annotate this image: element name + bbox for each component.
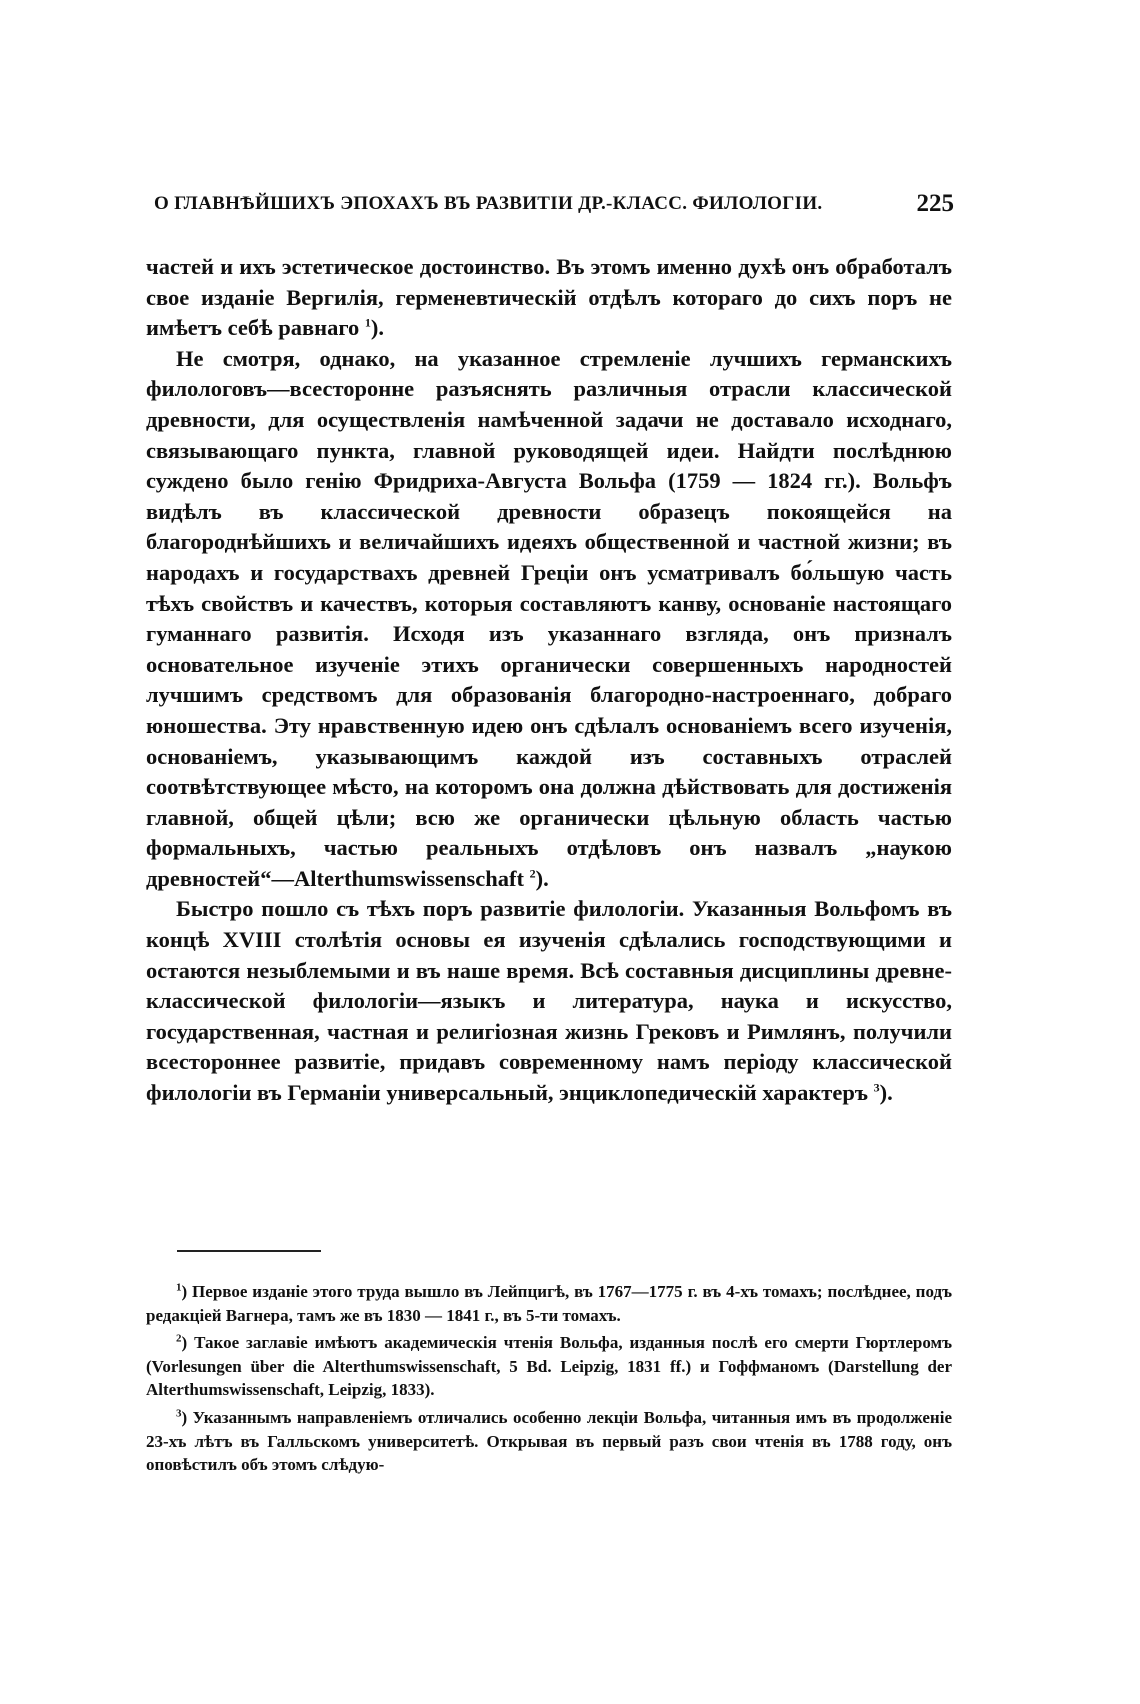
footnote-text: ) Указаннымъ направленіемъ отличались особенно лекціи Вольфа, читанныя имъ въ продолженіе 23-хъ лѣтъ въ Галльскомъ университетѣ. Открывая въ первый разъ свои чтенія въ 1788 году, онъ оповѣстилъ объ этомъ слѣдую- xyxy=(146,1407,952,1475)
main-text xyxy=(146,252,952,1109)
paragraph-text: Не смотря, однако, на указанное стремленіе лучшихъ германскихъ филологовъ—всесторонне разъяснять различныя отрасли классической древности, для осуществленія намѣченной задачи не доставало исходнаго, связывающаго пункта, главной руководящей идеи. Найдти послѣднюю суждено было генію Фридриха-Августа Вольфа (1759 — 1824 гг.). Вольфъ видѣлъ въ классической древности образецъ покоящейся на благороднѣйшихъ и величайшихъ идеяхъ общественной и частной жизни; въ народахъ и государствахъ древней Греціи онъ усматривалъ бо́льшую часть тѣхъ свойствъ и качествъ, которыя составляютъ канву, основаніе настоящаго гуманнаго развитія. Исходя изъ указаннаго взгляда, онъ призналъ основательное изученіе этихъ органически совершенныхъ народностей лучшимъ средствомъ для образованія благородно-настроеннаго, добраго юношества. Эту нравственную идею онъ сдѣлалъ основаніемъ всего изученія, основаніемъ, указывающимъ каждой изъ составныхъ отраслей соотвѣтствующее мѣсто, на которомъ она должна дѣйствовать для достиженія главной, общей цѣли; всю же органически цѣльную область частью формальныхъ, частью реальныхъ отдѣловъ онъ назвалъ „наукою древностей“—Alterthumswissenschaft xyxy=(146,345,952,891)
running-title: О ГЛАВНѢЙШИХЪ ЭПОХАХЪ ВЪ РАЗВИТІИ ДР.-КЛАСС. ФИЛОЛОГІИ. xyxy=(154,193,823,214)
footnote-text: ) Такое заглавіе имѣютъ академическія чтенія Вольфа, изданныя послѣ его смерти Гюртлеромъ (Vorlesungen über die Alterthumswissenschaft, 5 Bd. Leipzig, 1831 ff.) и Гоффманомъ (Darstellung der Alterthumswissenschaft, Leipzig, 1833). xyxy=(146,1333,952,1400)
paragraph-tail: ). xyxy=(879,1080,893,1106)
footnote-2 xyxy=(146,1331,952,1402)
footnote-ref: 3 xyxy=(873,1080,880,1095)
paragraph-2 xyxy=(146,344,952,895)
paragraph-3 xyxy=(146,894,952,1108)
page-number: 225 xyxy=(916,190,954,217)
footnote-3 xyxy=(146,1406,952,1477)
footnote-ref: 2 xyxy=(529,866,536,881)
page-header xyxy=(154,190,954,227)
footnote-mark: 1 xyxy=(176,1281,182,1294)
footnote-divider xyxy=(177,1250,321,1252)
footnote-1 xyxy=(146,1280,952,1327)
footnote-mark: 2 xyxy=(176,1332,182,1345)
paragraph-tail: ). xyxy=(370,315,384,341)
paragraph-1 xyxy=(146,252,952,344)
footnote-ref: 1 xyxy=(364,315,371,330)
paragraph-text: Быстро пошло съ тѣхъ поръ развитіе филологіи. Указанныя Вольфомъ въ концѣ XVIII столѣтія основы ея изученія сдѣлались господствующими и остаются незыблемыми и въ наше время. Всѣ составныя дисциплины древне-классической филологіи—языкъ и литература, наука и искусство, государственная, частная и религіозная жизнь Грековъ и Римлянъ, получили всестороннее развитіе, придавъ современному намъ періоду классической филологіи въ Германіи универсальный, энциклопедическій характеръ xyxy=(146,896,952,1106)
paragraph-text: частей и ихъ эстетическое достоинство. Въ этомъ именно духѣ онъ обработалъ свое изданіе Вергилія, герменевтическій отдѣлъ котораго до сихъ поръ не имѣетъ себѣ равнаго xyxy=(146,254,952,341)
footnote-text: ) Первое изданіе этого труда вышло въ Лейпцигѣ, въ 1767—1775 г. въ 4-хъ томахъ; послѣднее, подъ редакціей Вагнера, тамъ же въ 1830 — 1841 г., въ 5-ти томахъ. xyxy=(146,1282,952,1325)
footnotes xyxy=(146,1280,952,1481)
footnote-mark: 3 xyxy=(176,1407,182,1420)
paragraph-tail: ). xyxy=(535,865,549,891)
